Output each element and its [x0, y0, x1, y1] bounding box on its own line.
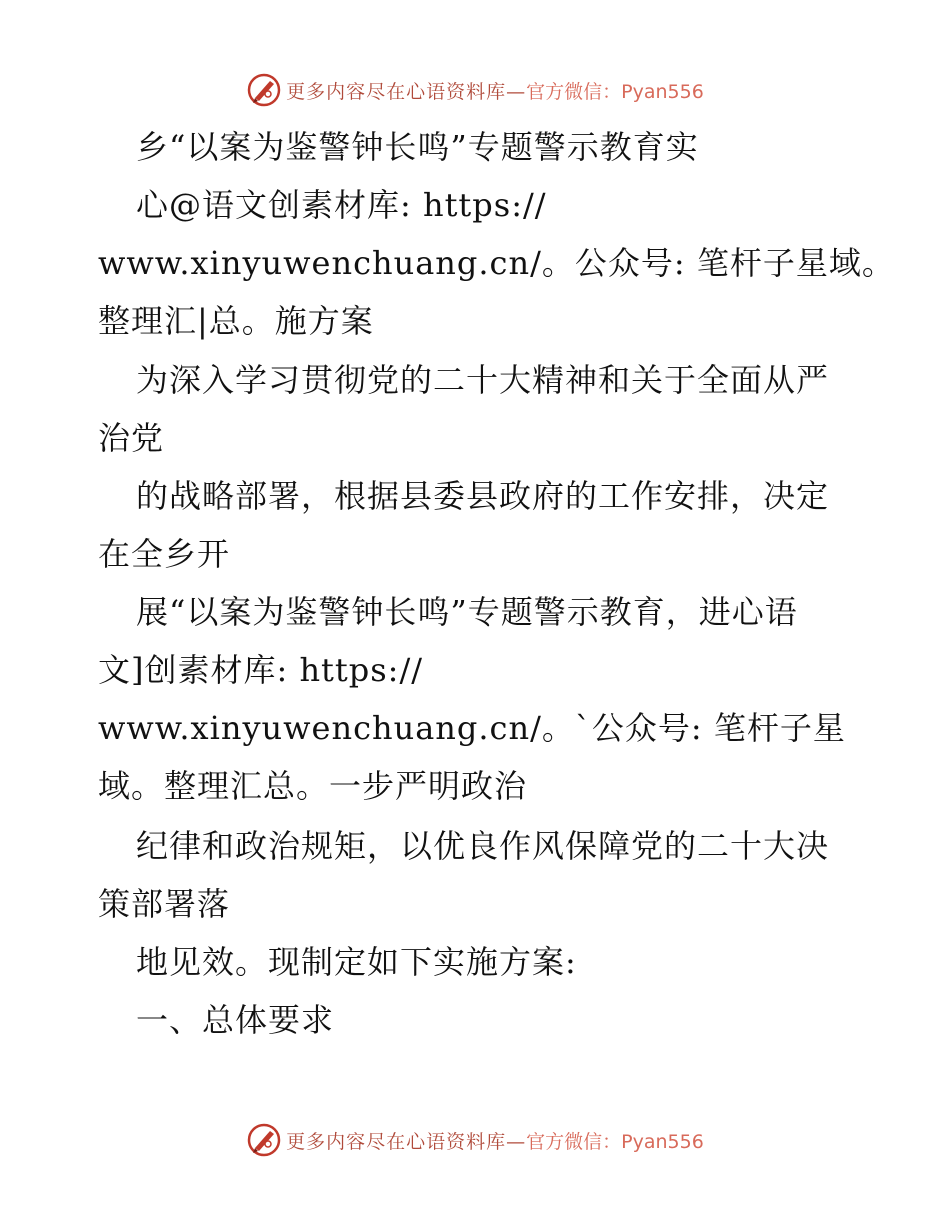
section-heading: 一、总体要求: [136, 1001, 335, 1039]
text-line: 策部署落: [98, 885, 231, 923]
text-line: 文]创素材库: https://: [98, 651, 424, 689]
banner-wechat: 官方微信：Pyan556: [526, 80, 704, 103]
text-line: 治党: [98, 419, 165, 457]
text-line: 乡“以案为鉴警钟长鸣”专题警示教育实: [136, 128, 699, 166]
banner-slogan: 更多内容尽在心语资料库—: [286, 80, 527, 103]
text-line: www.xinyuwenchuang.cn/。`公众号: 笔杆子星: [98, 709, 846, 747]
text-line: 为深入学习贯彻党的二十大精神和关于全面从严: [136, 361, 830, 399]
text-line: 的战略部署，根据县委县政府的工作安排，决定: [136, 477, 830, 515]
pen-logo-icon: [246, 1122, 282, 1158]
header-watermark: [0, 70, 950, 110]
text-line: 在全乡开: [98, 535, 231, 573]
text-line: 整理汇|总。施方案: [98, 302, 374, 340]
text-line: 心@语文创素材库: https://: [136, 186, 547, 224]
text-line: www.xinyuwenchuang.cn/。公众号: 笔杆子星域。: [98, 244, 895, 282]
text-line: 纪律和政治规矩，以优良作风保障党的二十大决: [136, 827, 830, 865]
pen-logo-icon: [246, 72, 282, 108]
banner-wechat: 官方微信：Pyan556: [526, 1130, 704, 1153]
text-line: 展“以案为鉴警钟长鸣”专题警示教育，进心语: [136, 593, 798, 631]
banner-slogan: 更多内容尽在心语资料库—: [286, 1130, 527, 1153]
footer-watermark: [0, 1120, 950, 1160]
text-line: 地见效。现制定如下实施方案:: [136, 943, 577, 981]
text-line: 域。整理汇总。一步严明政治: [98, 767, 528, 805]
